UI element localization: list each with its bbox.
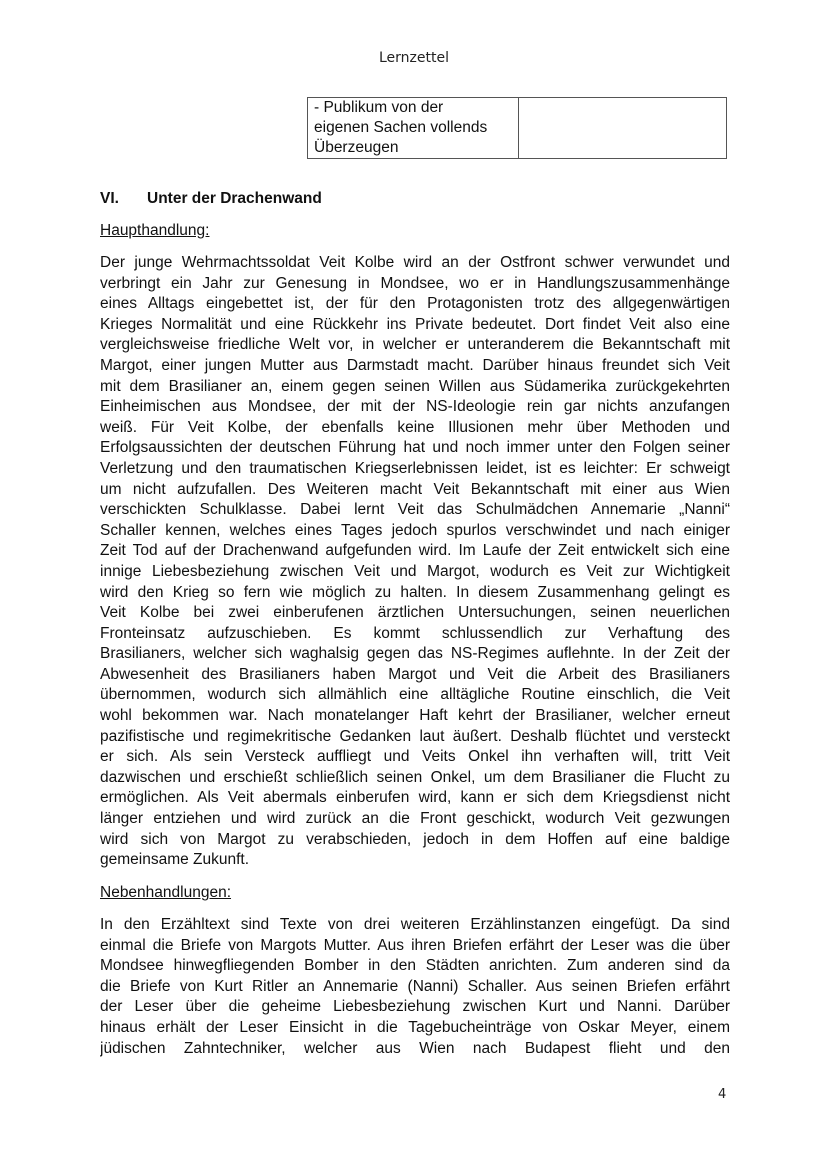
- haupthandlung-paragraph: [100, 253, 730, 871]
- text-line: Einheimischen aus Mondsee, der mit der NS-Ideologie rein gar nichts anzufangen: [100, 398, 730, 416]
- nebenhandlungen-paragraph: [100, 915, 730, 1059]
- continued-table: [307, 97, 727, 159]
- text-line: wohl bekommen war. Nach monatelanger Haft kehrt der Brasilianer, welcher erneut: [100, 707, 730, 725]
- text-line: Veit Kolbe bei zwei einberufenen ärztlichen Untersuchungen, seinen neuerlichen: [100, 604, 730, 622]
- text-line: Erfolgsaussichten der deutschen Führung hat und noch immer unter den Folgen seiner: [100, 439, 730, 457]
- text-line: um nicht aufzufallen. Des Weiteren macht Veit Bekanntschaft mit einer aus Wien: [100, 480, 730, 498]
- table-cell-line: eigenen Sachen vollends: [314, 119, 488, 136]
- page-number: 4: [718, 1087, 727, 1102]
- section-heading: [100, 190, 322, 208]
- text-line: der Leser über die geheime Liebesbeziehung zwischen Kurt und Nanni. Darüber: [100, 998, 730, 1016]
- text-line: wird den Krieg so fern wie möglich zu halten. In diesem Zusammenhang gelingt es: [100, 583, 730, 601]
- text-line: eines Alltags eingebettet ist, der für den Protagonisten trotz des allgegenwärtigen: [100, 295, 730, 313]
- text-line: Verletzung und den traumatischen Kriegserlebnissen leidet, ist es leichter: Er schweigt: [100, 459, 730, 477]
- text-line: ermöglichen. Als Veit abermals einberufen wird, kann er sich dem Kriegsdienst nicht: [100, 789, 730, 807]
- section-number: VI.: [100, 190, 119, 207]
- text-line: Brasilianers, welcher sich waghalsig gegen das NS-Regimes auflehnte. In der Zeit der: [100, 645, 730, 663]
- text-line: pazifistische und regimekritische Gedanken laut äußert. Deshalb flüchtet und versteckt: [100, 727, 730, 745]
- text-line: gemeinsame Zukunft.: [100, 851, 250, 869]
- text-line: hinaus erhält der Leser Einsicht in die Tagebucheinträge von Oskar Meyer, einem: [100, 1018, 730, 1036]
- text-line: dazwischen und erschießt schließlich seinen Onkel, um dem Brasilianer die Flucht zu: [100, 768, 730, 786]
- table-cell-line: - Publikum von der: [314, 99, 444, 116]
- table-cell-line: Überzeugen: [314, 139, 399, 156]
- text-line: länger entziehen und wird zurück an die Front geschickt, wodurch Veit gezwungen: [100, 810, 730, 828]
- text-line: wird sich von Margot zu verabschieden, jedoch in dem Hoffen auf eine baldige: [100, 830, 730, 848]
- text-line: übernommen, wodurch sich allmählich eine alltägliche Routine einschlich, die Veit: [100, 686, 730, 704]
- text-line: Schaller kennen, welches eines Tages jedoch spurlos verschwindet und nach einiger: [100, 521, 730, 539]
- nebenhandlungen-heading: Nebenhandlungen:: [100, 884, 232, 901]
- text-line: er sich. Als sein Versteck auffliegt und Veits Onkel ihn verhaften will, tritt Veit: [100, 748, 730, 766]
- section-title: Unter der Drachenwand: [147, 190, 322, 207]
- text-line: Mondsee hinwegfliegenden Bomber in den Städten anrichten. Zum anderen sind da: [100, 957, 730, 975]
- text-line: mit dem Brasilianer an, einem gegen seinen Willen aus Südamerika zurückgekehrten: [100, 377, 730, 395]
- text-line: Fronteinsatz aufzuschieben. Es kommt schlussendlich zur Verhaftung des: [100, 624, 730, 642]
- text-line: Abwesenheit des Brasilianers haben Margot und Veit die Arbeit des Brasilianers: [100, 665, 730, 683]
- text-line: Zeit Tod auf der Drachenwand aufgefunden wird. Im Laufe der Zeit entwickelt sich eine: [100, 542, 730, 560]
- table-cell-right: [519, 98, 727, 159]
- text-line: verbringt ein Jahr zur Genesung in Mondsee, wo er in Handlungszusammenhänge: [100, 274, 730, 292]
- page-header: Lernzettel: [379, 50, 449, 66]
- text-line: vergleichsweise friedliche Welt vor, in welcher er unteranderem die Bekanntschaft mit: [100, 336, 730, 354]
- text-line: weiß. Für Veit Kolbe, der ebenfalls keine Illusionen mehr über Methoden und: [100, 418, 730, 436]
- text-line: Krieges Normalität und eine Rückkehr ins Private bedeutet. Dort findet Veit also eine: [100, 315, 730, 333]
- text-line: innige Liebesbeziehung zwischen Veit und Margot, wodurch es Veit zur Wichtigkeit: [100, 562, 730, 580]
- text-line: Der junge Wehrmachtssoldat Veit Kolbe wird an der Ostfront schwer verwundet und: [100, 254, 730, 271]
- table-cell-left: [308, 98, 519, 159]
- text-line: jüdischen Zahntechniker, welcher aus Wien nach Budapest flieht und den: [100, 1039, 730, 1057]
- haupthandlung-heading: Haupthandlung:: [100, 222, 210, 239]
- text-line: verschickten Schulklasse. Dabei lernt Veit das Schulmädchen Annemarie „Nanni“: [100, 501, 730, 519]
- text-line: einmal die Briefe von Margots Mutter. Aus ihren Briefen erfährt der Leser was die über: [100, 936, 730, 954]
- text-line: Margot, einer jungen Mutter aus Darmstadt macht. Darüber hinaus freundet sich Veit: [100, 356, 730, 374]
- text-line: die Briefe von Kurt Ritler an Annemarie (Nanni) Schaller. Aus seinen Briefen erfährt: [100, 977, 730, 995]
- text-line: In den Erzähltext sind Texte von drei weiteren Erzählinstanzen eingefügt. Da sind: [100, 916, 730, 933]
